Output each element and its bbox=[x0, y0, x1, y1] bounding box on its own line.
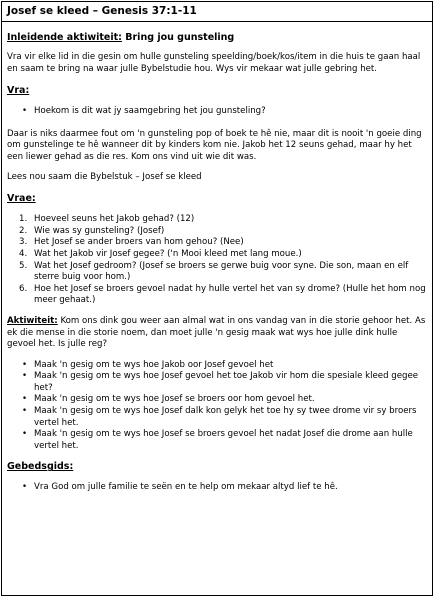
list-item bbox=[7, 249, 426, 261]
item-text: Hoe het Josef se broers gevoel nadat hy hulle vertel het van sy drome? (Hulle het hom nog meer gehaat.) bbox=[34, 283, 426, 306]
list-item: • Hoekom is dit wat jy saamgebring het jou gunsteling? bbox=[7, 106, 426, 118]
item-number: 2. bbox=[19, 225, 28, 236]
list-item bbox=[7, 284, 426, 307]
aktiwiteit-text: Kom ons dink gou weer aan almal wat in ons vandag van in die storie gehoor het. As ek die mense in die storie noem, dan moet julle 'n gesig maak wat wys hoe julle dink hulle gevoel het. Is julle reg? bbox=[7, 315, 426, 350]
list-item: • Maak 'n gesig om te wys hoe Josef se broers gevoel het nadat Josef die drome aan hulle vertel het. bbox=[7, 429, 426, 452]
intro-heading-label: Inleidende aktiwiteit: bbox=[7, 32, 122, 43]
document-body bbox=[2, 22, 432, 494]
vrae-list bbox=[7, 214, 426, 307]
aktiwiteit-heading: Aktiwiteit: bbox=[7, 315, 58, 326]
list-item: • Maak 'n gesig om te wys hoe Josef se broers oor hom gevoel het. bbox=[7, 394, 426, 406]
item-text: Hoeveel seuns het Jakob gehad? (12) bbox=[34, 214, 195, 225]
intro-heading-rest: Bring jou gunsteling bbox=[121, 32, 235, 43]
gebed-list bbox=[7, 482, 426, 494]
list-item: • Maak 'n gesig om te wys hoe Jakob oor Josef gevoel het bbox=[7, 360, 426, 372]
body-paragraph-2: Lees nou saam die Bybelstuk – Josef se kleed bbox=[7, 171, 202, 182]
item-number: 3. bbox=[19, 237, 28, 248]
list-item bbox=[7, 214, 426, 226]
body-paragraph-1: Daar is niks daarmee fout om 'n gunsteling pop of boek te hê nie, maar dit is nooit 'n goeie ding om gunstelinge te hê wanneer dit by kinders kom nie. Jakob het 12 seuns gehad, maar hy het een liewer gehad as die res. Kom ons vind uit wie dit was. bbox=[7, 128, 422, 162]
vra-list bbox=[7, 106, 426, 118]
list-item: • Vra God om julle familie te seën en te help om mekaar altyd lief te hê. bbox=[7, 482, 426, 494]
gebed-heading-label: Gebedsgids: bbox=[7, 461, 74, 473]
item-text: Wat het Jakob vir Josef gegee? ('n Mooi kleed met lang moue.) bbox=[34, 248, 302, 259]
document-page bbox=[1, 1, 433, 596]
vrae-heading-label: Vrae: bbox=[7, 193, 36, 205]
intro-heading bbox=[7, 32, 426, 44]
list-item: • Maak 'n gesig om te wys hoe Josef dalk kon gelyk het toe hy sy twee drome vir sy broers vertel het. bbox=[7, 406, 426, 429]
item-number: 4. bbox=[19, 248, 28, 259]
item-number: 5. bbox=[19, 260, 28, 271]
aktiwiteit-list bbox=[7, 360, 426, 453]
item-text: Het Josef se ander broers van hom gehou? (Nee) bbox=[34, 237, 244, 248]
item-number: 6. bbox=[19, 283, 28, 294]
vra-heading bbox=[7, 85, 426, 97]
list-item: • Maak 'n gesig om te wys hoe Josef gevoel het toe Jakob vir hom die spesiale kleed gegee het? bbox=[7, 371, 426, 394]
list-item bbox=[7, 226, 426, 238]
aktiwiteit-paragraph bbox=[7, 316, 426, 351]
gebed-heading bbox=[7, 461, 426, 473]
list-item bbox=[7, 237, 426, 249]
vra-heading-label: Vra: bbox=[7, 85, 30, 97]
intro-paragraph: Vra vir elke lid in die gesin om hulle gunsteling speelding/boek/kos/item in die huis te gaan haal en saam te bring na waar julle Bybelstudie hou. Wys vir mekaar wat julle gebring het. bbox=[7, 52, 421, 74]
item-text: Wie was sy gunsteling? (Josef) bbox=[34, 225, 165, 236]
item-number: 1. bbox=[19, 214, 28, 225]
item-text: Wat het Josef gedroom? (Josef se broers se gerwe buig voor syne. Die son, maan en elf sterre buig voor hom.) bbox=[34, 260, 409, 283]
list-item bbox=[7, 261, 426, 284]
page-title: Josef se kleed – Genesis 37:1-11 bbox=[2, 2, 432, 22]
vrae-heading bbox=[7, 193, 426, 205]
